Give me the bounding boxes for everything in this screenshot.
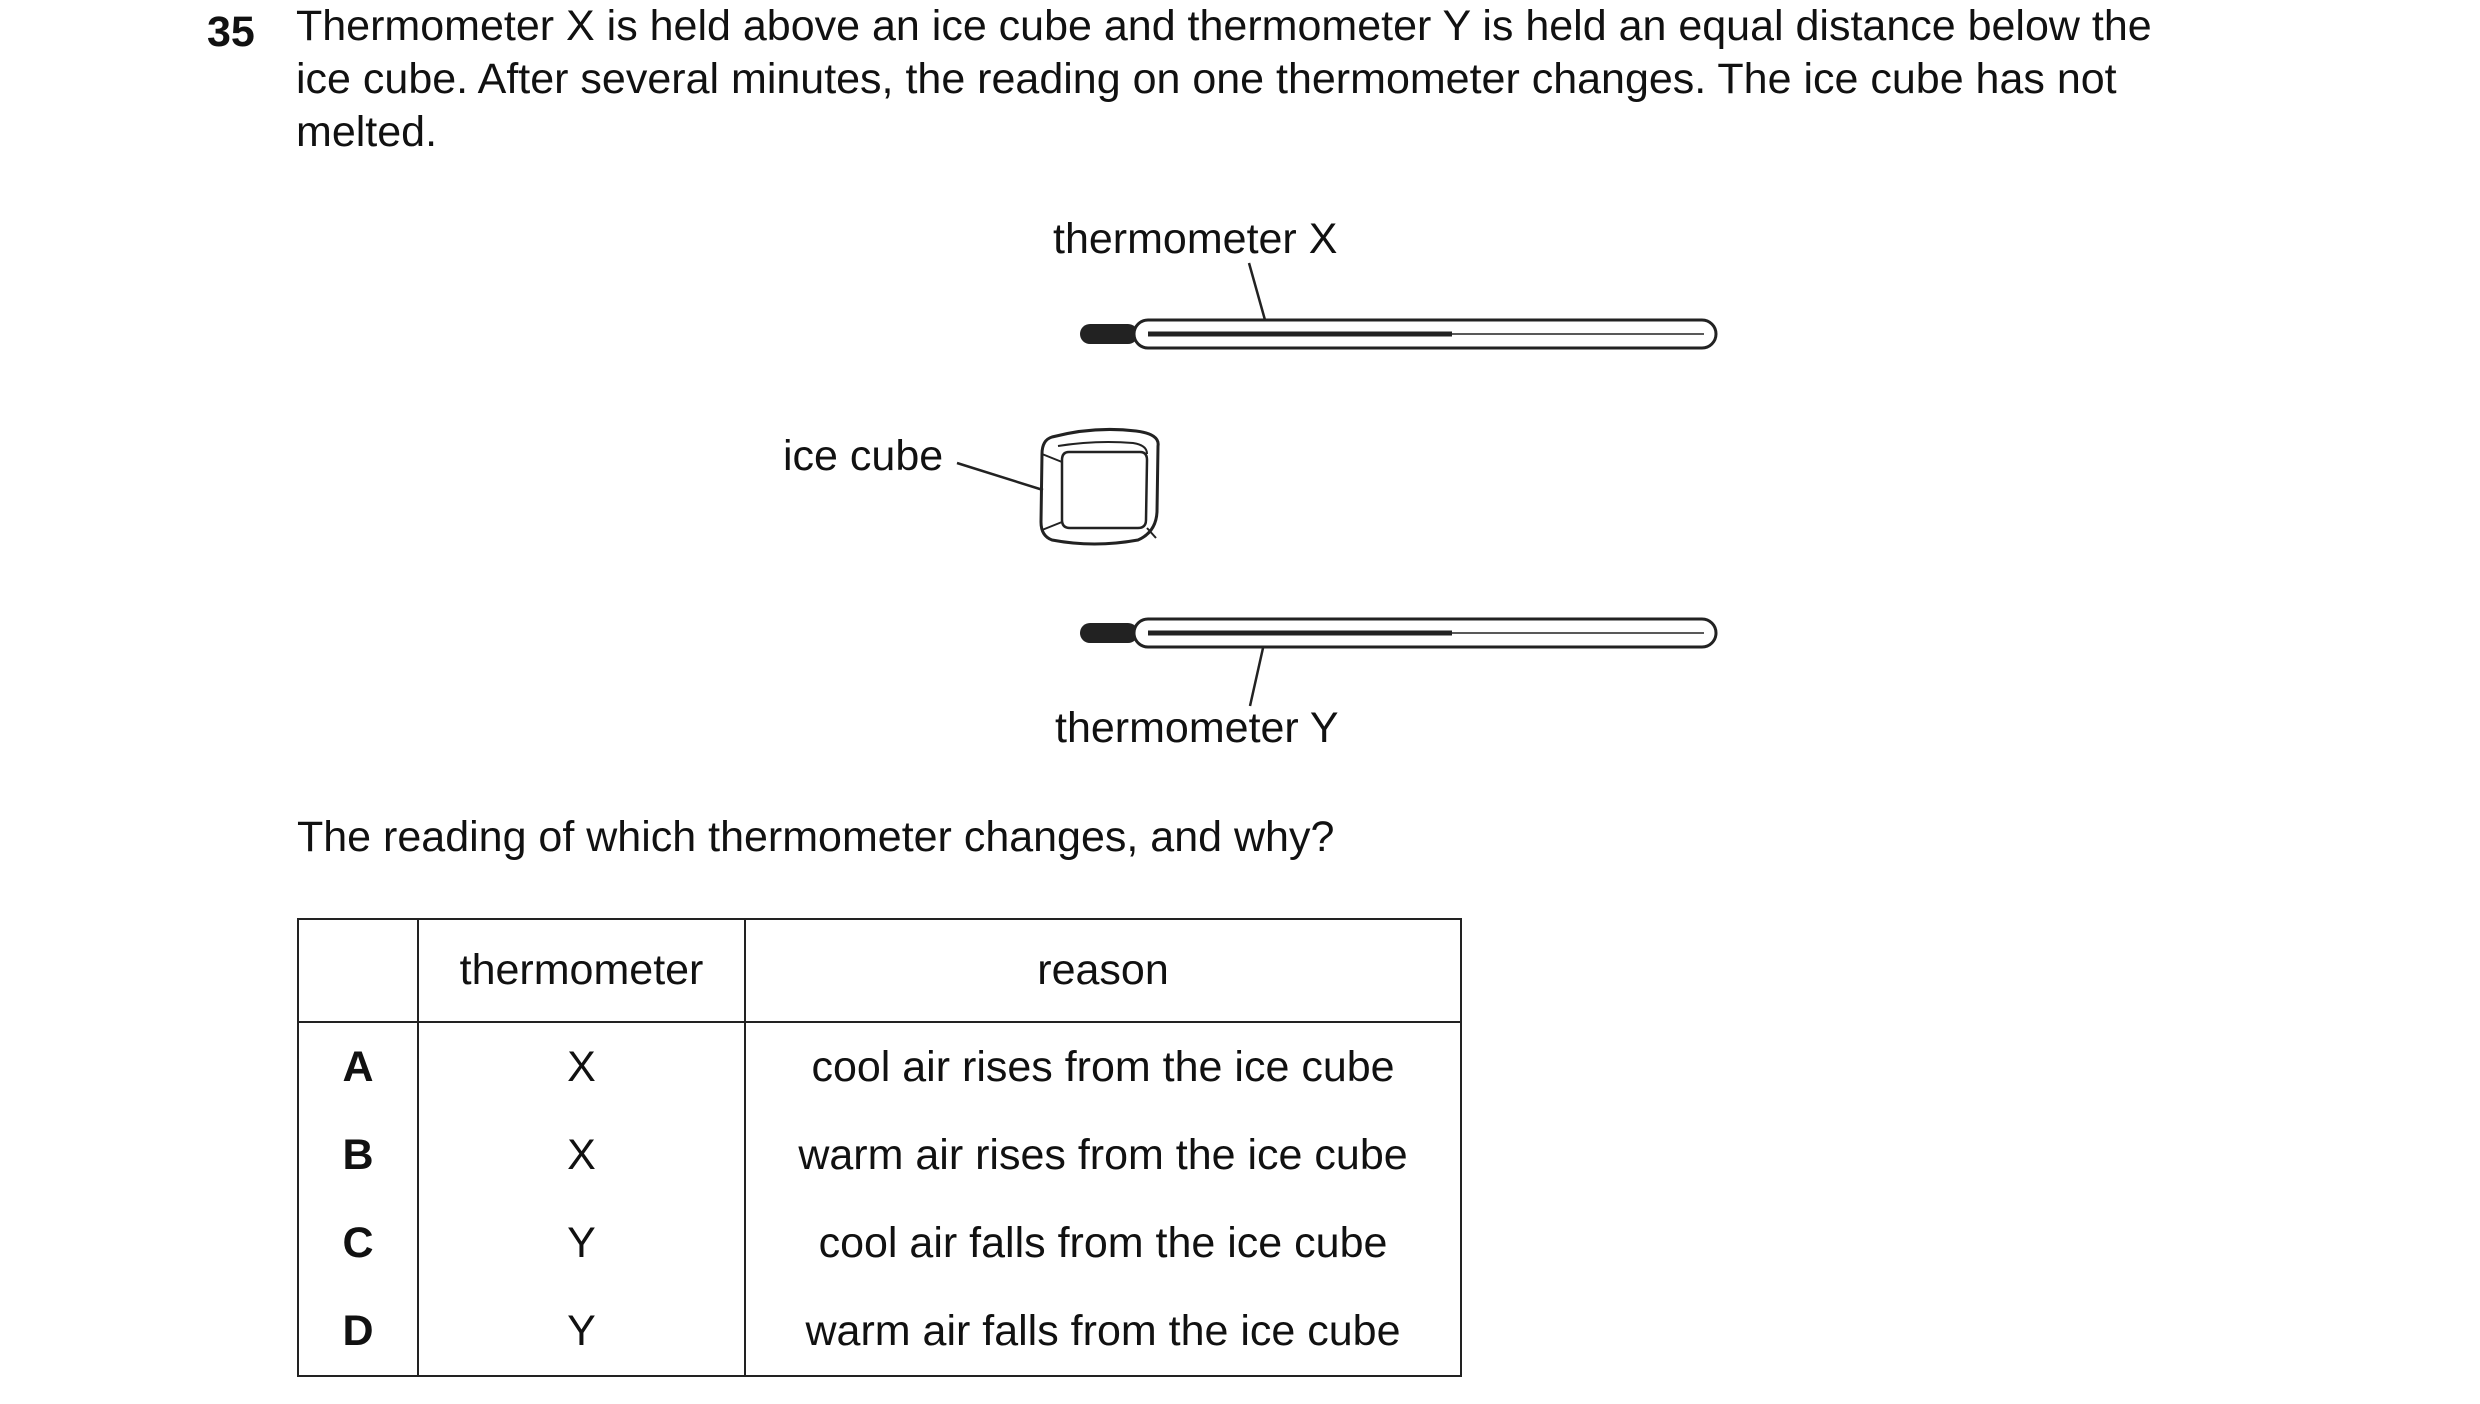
- thermometer-x: [1080, 320, 1716, 348]
- thermometer-y: [1080, 619, 1716, 647]
- option-letter: C: [298, 1199, 418, 1287]
- option-reason: cool air rises from the ice cube: [745, 1022, 1461, 1111]
- answer-row-b: [298, 1111, 1461, 1199]
- answer-row-a: [298, 1022, 1461, 1111]
- prompt-question: The reading of which thermometer changes, and why?: [297, 813, 1335, 861]
- thermometer-x-leader-line: [1249, 263, 1265, 320]
- answer-row-d: [298, 1287, 1461, 1376]
- header-reason: reason: [745, 919, 1461, 1022]
- thermometer-x-bulb: [1080, 324, 1138, 344]
- ice-cube: [1041, 429, 1158, 544]
- header-letter: [298, 919, 418, 1022]
- question-line: ice cube. After several minutes, the reading on one thermometer changes. The ice cube has not: [296, 55, 2117, 103]
- thermometer-y-label: thermometer Y: [1055, 704, 1339, 752]
- thermometer-y-bulb: [1080, 623, 1138, 643]
- thermometer-x-label: thermometer X: [1053, 215, 1338, 263]
- question-line: melted.: [296, 108, 438, 156]
- question-line: Thermometer X is held above an ice cube and thermometer Y is held an equal distance below the: [296, 2, 2152, 50]
- option-thermometer: X: [418, 1022, 745, 1111]
- option-reason: cool air falls from the ice cube: [745, 1199, 1461, 1287]
- answer-row-c: [298, 1199, 1461, 1287]
- option-thermometer: Y: [418, 1199, 745, 1287]
- option-letter: D: [298, 1287, 418, 1376]
- table-header-row: [298, 919, 1461, 1022]
- header-thermometer: thermometer: [418, 919, 745, 1022]
- ice-cube-label: ice cube: [783, 432, 944, 480]
- option-reason: warm air rises from the ice cube: [745, 1111, 1461, 1199]
- option-thermometer: Y: [418, 1287, 745, 1376]
- answer-table: [297, 918, 1462, 1377]
- option-reason: warm air falls from the ice cube: [745, 1287, 1461, 1376]
- ice-cube-leader-line: [957, 463, 1043, 490]
- thermometer-y-leader-line: [1250, 648, 1263, 706]
- option-letter: B: [298, 1111, 418, 1199]
- option-thermometer: X: [418, 1111, 745, 1199]
- question-number: 35: [207, 8, 255, 56]
- option-letter: A: [298, 1022, 418, 1111]
